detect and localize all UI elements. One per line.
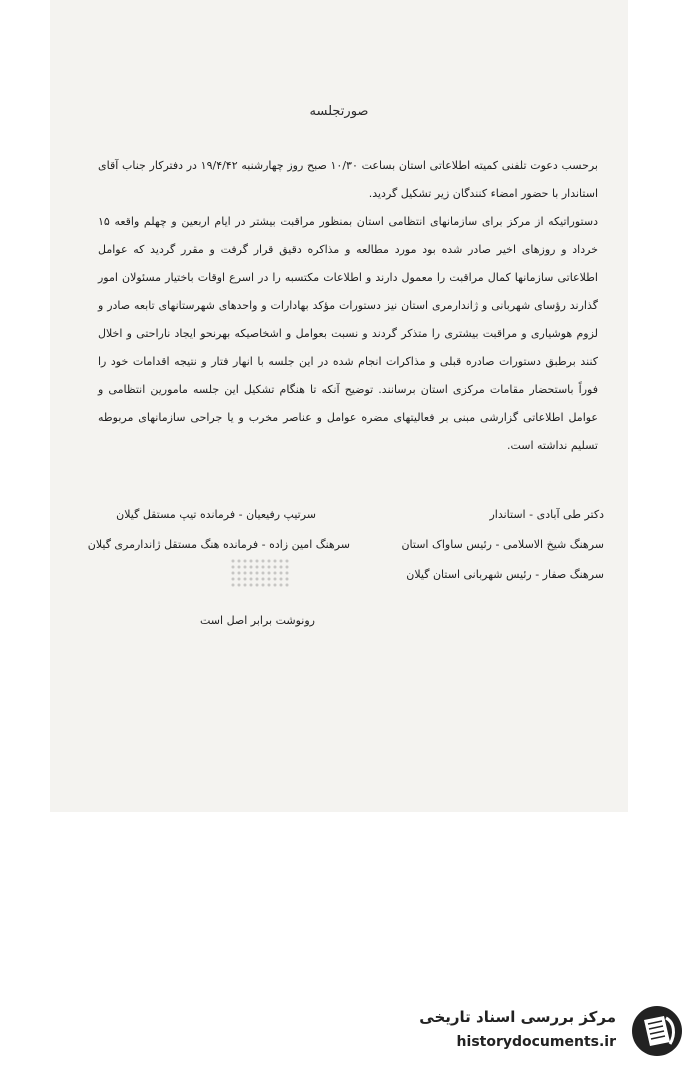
- signatory-gendarmerie: سرهنگ امین زاده - فرمانده هنگ مستقل ژاندارمری گیلان: [87, 538, 350, 551]
- signatory-police: سرهنگ صفار - رئیس شهربانی استان گیلان: [406, 568, 604, 581]
- faded-stamp: [230, 558, 290, 588]
- cc-note: رونوشت برابر اصل است: [200, 614, 315, 627]
- document-body: [98, 152, 598, 460]
- intro-paragraph: برحسب دعوت تلفنی کمیته اطلاعاتی استان بساعت ۱۰/۳۰ صبح روز چهارشنبه ۱۹/۴/۴۲ در دفترکار جناب آقای استاندار با حضور امضاء کنندگان زیر تشکیل گردید.: [98, 159, 598, 200]
- signatory-brigade: سرتیپ رفیعیان - فرمانده تیپ مستقل گیلان: [116, 508, 316, 521]
- footer-url: historydocuments.ir: [456, 1034, 616, 1050]
- footer-branding: [408, 1002, 688, 1062]
- signatories-block: [50, 500, 628, 600]
- signatory-savak: سرهنگ شیخ الاسلامی - رئیس ساواک استان: [401, 538, 604, 551]
- footer-org-name: مرکز بررسی اسناد تاریخی: [419, 1008, 616, 1026]
- main-paragraph: دستوراتیکه از مرکز برای سازمانهای انتظامی استان بمنظور مراقبت بیشتر در ایام اربعین و چهلم واقعه ۱۵ خرداد و روزهای اخیر صادر شده بود مورد مطالعه و مذاکره دقیق قرار گرفت و مقرر گردید که عوامل اطلاعاتی سازمانها کمال مراقبت را معمول دارند و اطلاعات مکتسبه را در اسرع اوقات باختیار مسئولان امور گذارند رؤسای شهربانی و ژاندارمری استان نیز دستورات مؤکد بهادارات و واحدهای شهرستانهای تابعه صادر و لزوم هوشیاری و مراقبت بیشتری را متذکر گردند و نسبت بعوامل و اشخاصیکه بهرنحو ایجاد ناراحتی و اخلال کنند برطبق دستورات صادره قبلی و مذاکرات انجام شده در این جلسه با انهار فتار و نتیجه اقدامات خود را فوراً باستحضار مقامات مرکزی استان برسانند. توضیح آنکه تا هنگام تشکیل این جلسه مامورین انتظامی و عوامل اطلاعاتی گزارشی مبنی بر فعالیتهای مضره عوامل و عناصر مخرب و یا جراحی سازمانهای مربوطه تسلیم نداشته است.: [98, 215, 598, 452]
- scanned-document: [50, 0, 628, 812]
- signatory-governor: دکتر طی آبادی - استاندار: [489, 508, 604, 521]
- document-title: صورتجلسه: [309, 104, 369, 119]
- document-logo-icon: [630, 1004, 684, 1058]
